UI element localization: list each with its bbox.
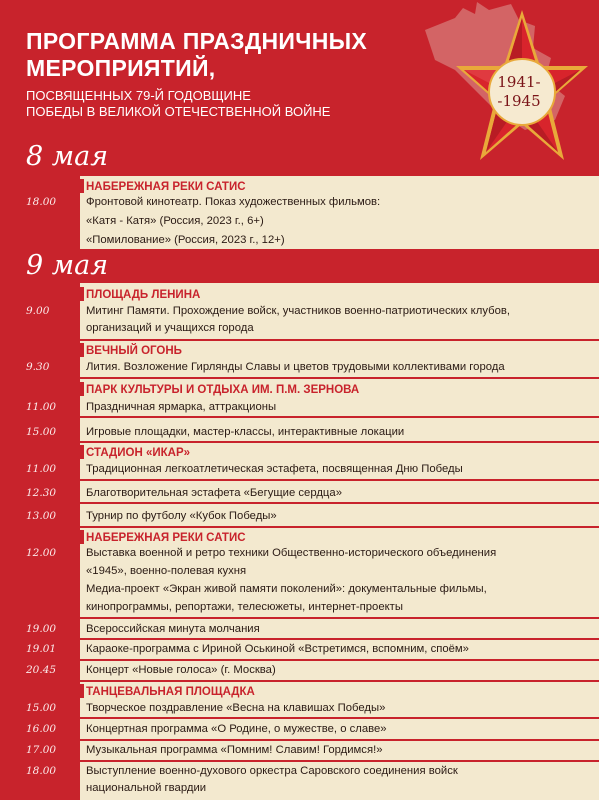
- event-text: Митинг Памяти. Прохождение войск, участников военно-патриотических клубов,: [86, 305, 510, 317]
- divider: [80, 339, 599, 341]
- event-time: 9.30: [26, 361, 50, 373]
- event-time: 12.00: [26, 547, 57, 559]
- event-time: 15.00: [26, 702, 57, 714]
- event-time: 16.00: [26, 723, 57, 735]
- event-text: Благотворительная эстафета «Бегущие сердца»: [86, 487, 342, 499]
- event-time: 15.00: [26, 426, 57, 438]
- event-text: Концерт «Новые голоса» (г. Москва): [86, 664, 276, 676]
- divider: [80, 659, 599, 661]
- divider: [80, 739, 599, 741]
- divider: [80, 416, 599, 418]
- divider: [80, 502, 599, 504]
- venue-title: ВЕЧНЫЙ ОГОНЬ: [86, 345, 182, 357]
- venue-marker: [80, 179, 84, 193]
- venue-title: СТАДИОН «ИКАР»: [86, 447, 191, 459]
- event-text: Игровые площадки, мастер-классы, интерактивные локации: [86, 426, 405, 438]
- event-time: 11.00: [26, 401, 57, 413]
- event-time: 18.00: [26, 765, 57, 777]
- divider: [80, 760, 599, 762]
- page-subtitle: [26, 88, 330, 120]
- event-text: «Катя - Катя» (Россия, 2023 г., 6+): [86, 215, 264, 227]
- venue-marker: [80, 530, 84, 544]
- venue-marker: [80, 343, 84, 357]
- event-time: 18.00: [26, 196, 57, 208]
- event-time: 19.01: [26, 643, 57, 655]
- event-text: Концертная программа «О Родине, о мужестве, о славе»: [86, 723, 387, 735]
- venue-marker: [80, 382, 84, 396]
- years-line-2: -1945: [497, 92, 541, 110]
- divider: [80, 717, 599, 719]
- event-text: Фронтовой кинотеатр. Показ художественных фильмов:: [86, 196, 381, 208]
- event-text: Музыкальная программа «Помним! Славим! Гордимся!»: [86, 744, 383, 756]
- event-text: «1945», военно-полевая кухня: [86, 565, 247, 577]
- event-text: Творческое поздравление «Весна на клавишах Победы»: [86, 702, 386, 714]
- event-time: 17.00: [26, 744, 57, 756]
- divider: [80, 441, 599, 443]
- event-text: национальной гвардии: [86, 782, 207, 794]
- venue-title: НАБЕРЕЖНАЯ РЕКИ САТИС: [86, 532, 246, 544]
- event-time: 11.00: [26, 463, 57, 475]
- event-time: 9.00: [26, 305, 50, 317]
- venue-title: ПЛОЩАДЬ ЛЕНИНА: [86, 289, 201, 301]
- event-text: Выступление военно-духового оркестра Саровского соединения войск: [86, 765, 458, 777]
- event-text: Медиа-проект «Экран живой памяти поколений»: документальные фильмы,: [86, 583, 487, 595]
- event-time: 20.45: [26, 664, 57, 676]
- day-9-heading: 9 мая: [26, 250, 109, 281]
- title-line-1: ПРОГРАММА ПРАЗДНИЧНЫХ: [26, 28, 368, 54]
- subtitle-line-2: ПОБЕДЫ В ВЕЛИКОЙ ОТЕЧЕСТВЕННОЙ ВОЙНЕ: [26, 104, 331, 119]
- event-text: Всероссийская минута молчания: [86, 623, 260, 635]
- venue-marker: [80, 287, 84, 301]
- event-text: организаций и учащихся города: [86, 322, 254, 334]
- venue-title: НАБЕРЕЖНАЯ РЕКИ САТИС: [86, 181, 246, 193]
- venue-title: ПАРК КУЛЬТУРЫ И ОТДЫХА ИМ. П.М. ЗЕРНОВА: [86, 384, 360, 396]
- divider: [80, 479, 599, 481]
- years-label: [486, 73, 552, 111]
- divider: [80, 680, 599, 682]
- event-text: Лития. Возложение Гирлянды Славы и цветов трудовыми коллективами города: [86, 361, 505, 373]
- subtitle-line-1: ПОСВЯЩЕННЫХ 79-Й ГОДОВЩИНЕ: [26, 88, 251, 103]
- divider: [80, 377, 599, 379]
- event-text: «Помилование» (Россия, 2023 г., 12+): [86, 234, 285, 246]
- day-8-heading: 8 мая: [26, 141, 109, 172]
- event-text: кинопрограммы, репортажи, телесюжеты, интернет-проекты: [86, 601, 403, 613]
- divider: [80, 526, 599, 528]
- event-time: 19.00: [26, 623, 57, 635]
- page-title: [26, 28, 367, 82]
- venue-marker: [80, 684, 84, 698]
- divider: [80, 638, 599, 640]
- venue-title: ТАНЦЕВАЛЬНАЯ ПЛОЩАДКА: [86, 686, 255, 698]
- event-time: 13.00: [26, 510, 57, 522]
- event-text: Традиционная легкоатлетическая эстафета, посвященная Дню Победы: [86, 463, 463, 475]
- years-line-1: 1941-: [497, 73, 541, 91]
- event-time: 12.30: [26, 487, 57, 499]
- title-line-2: МЕРОПРИЯТИЙ,: [26, 55, 216, 81]
- event-text: Праздничная ярмарка, аттракционы: [86, 401, 277, 413]
- event-text: Турнир по футболу «Кубок Победы»: [86, 510, 277, 522]
- event-text: Выставка военной и ретро техники Общественно-исторического объединения: [86, 547, 497, 559]
- venue-marker: [80, 445, 84, 459]
- event-text: Караоке-программа с Ириной Оськиной «Встретимся, вспомним, споём»: [86, 643, 469, 655]
- divider: [80, 617, 599, 619]
